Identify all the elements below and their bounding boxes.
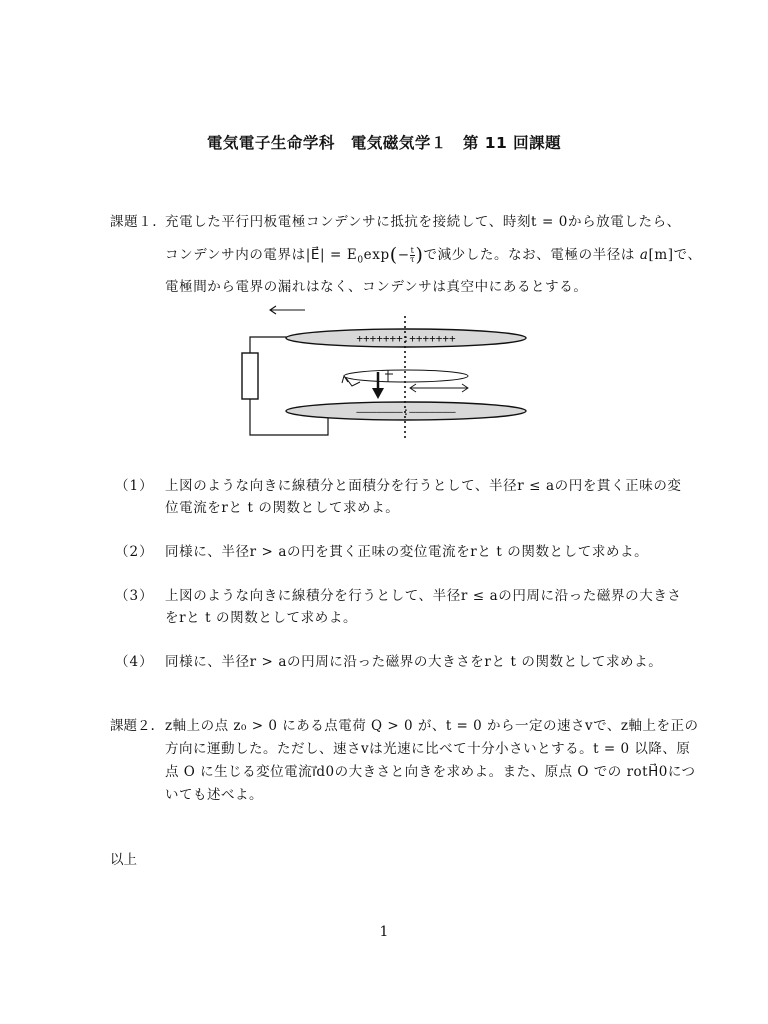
kadai2-line1: z軸上の点 z₀ > 0 にある点電荷 Q > 0 が、t = 0 から一定の速さvで、z軸上を正の (165, 718, 699, 734)
question-3-line2: をrと t の関数として求めよ。 (165, 610, 358, 626)
question-4-line1: 同様に、半径r > aの円周に沿った磁界の大きさをrと t の関数として求めよ。 (165, 654, 663, 670)
kadai1-line3: 電極間から電界の漏れはなく、コンデンサは真空中にあるとする。 (165, 279, 588, 295)
question-2-number: （2） (115, 544, 154, 560)
question-1-number: （1） (115, 478, 154, 494)
capacitor-diagram (230, 300, 540, 445)
kadai1-exp: exp (363, 247, 390, 263)
kadai2-line3: 点 O に生じる変位電流i⃗d0の大きさと向きを求めよ。また、原点 O での rotH⃗0につ (165, 764, 696, 780)
question-1-line2: 位電流をrと t の関数として求めよ。 (165, 500, 400, 516)
kadai1-line2: コンデンサ内の電界は|E⃗| = $E_0\exp(-$ $\frac{t}{\tau}$ )で減少した。なお、電極の半径は a[m]で、 (165, 244, 702, 266)
kadai1-line2-pre: コンデンサ内の電界は|E⃗| = E (165, 247, 358, 263)
question-3-line1: 上図のような向きに線積分を行うとして、半径r ≤ aの円周に沿った磁界の大きさ (165, 588, 682, 604)
top-plate-charges: +++++++:+++++++ (356, 332, 456, 345)
kadai2-line2: 方向に運動した。ただし、速さvは光速に比べて十分小さいとする。t = 0 以降、原 (165, 741, 691, 757)
kadai2-line4: いても述べよ。 (165, 787, 263, 803)
question-4-number: （4） (115, 654, 154, 670)
kadai1-line1: 充電した平行円板電極コンデンサに抵抗を接続して、時刻t = 0から放電したら、 (165, 214, 681, 230)
kadai1-line2-post: で減少した。なお、電極の半径は (423, 247, 635, 263)
kadai1-fraction: $\frac{t}{\tau}$ (410, 246, 416, 264)
page-number: 1 (379, 924, 389, 940)
kadai1-radius-symbol: a (639, 247, 649, 263)
integration-loop (344, 370, 468, 382)
question-2-line1: 同様に、半径r > aの円を貫く正味の変位電流をrと t の関数として求めよ。 (165, 544, 649, 560)
kadai1-radius-unit: [m]で、 (648, 247, 702, 263)
bottom-plate-charges: –––––––:––––––– (356, 405, 456, 418)
closing-text: 以上 (110, 852, 137, 868)
page-title: 電気電子生命学科 電気磁気学１ 第 11 回課題 (206, 134, 562, 152)
kadai1-label: 課題１. (110, 214, 158, 230)
question-3-number: （3） (115, 588, 154, 604)
kadai1-e0-sub: 0 (357, 255, 364, 266)
question-1-line1: 上図のような向きに線積分と面積分を行うとして、半径r ≤ aの円を貫く正味の変 (165, 478, 682, 494)
resistor (242, 353, 258, 399)
kadai2-label: 課題２. (110, 718, 155, 734)
